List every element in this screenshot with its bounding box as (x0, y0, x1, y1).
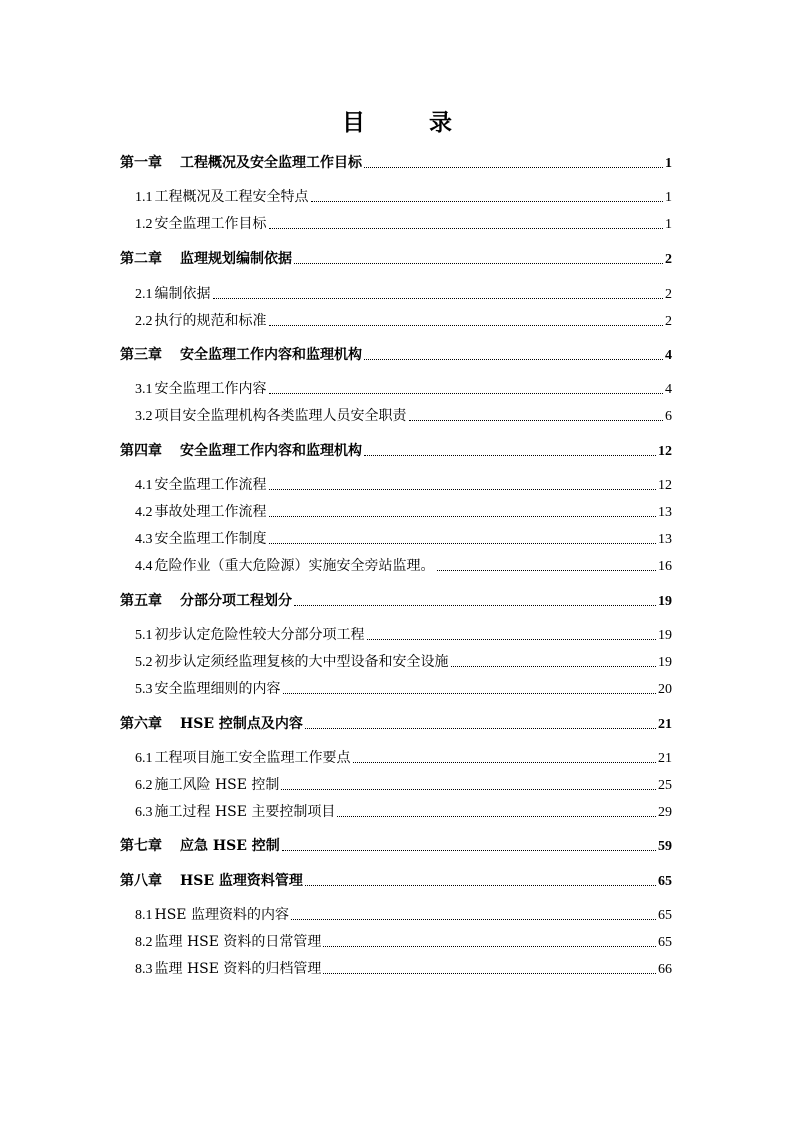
dot-leader (311, 200, 664, 202)
page-number: 2 (665, 252, 672, 267)
toc-section-entry[interactable] (135, 678, 672, 698)
dot-leader (281, 788, 656, 790)
toc-chapter-entry[interactable] (120, 344, 672, 364)
section-title: 安全监理工作流程 (154, 477, 267, 493)
chapter-number: 第七章 (120, 838, 162, 854)
page-number: 65 (658, 935, 672, 950)
chapter-number: 第六章 (120, 716, 162, 732)
dot-leader (437, 569, 657, 571)
section-number: 5.1 (135, 628, 153, 643)
section-title: 初步认定须经监理复核的大中型设备和安全设施 (154, 654, 449, 670)
dot-leader (409, 419, 664, 421)
toc-chapter-entry[interactable] (120, 835, 672, 855)
section-number: 1.1 (135, 190, 153, 205)
dot-leader (323, 972, 656, 974)
dot-leader (269, 324, 664, 326)
page-number: 29 (658, 805, 672, 820)
dot-leader (269, 488, 657, 490)
section-number: 2.2 (135, 314, 153, 329)
page-number: 19 (658, 594, 672, 609)
toc-section-entry[interactable] (135, 555, 672, 575)
chapter-title: 分部分项工程划分 (180, 593, 292, 609)
toc-section-entry[interactable] (135, 283, 672, 303)
chapter-title: HSE 监理资料管理 (180, 873, 303, 889)
section-number: 8.2 (135, 935, 153, 950)
dot-leader (353, 761, 657, 763)
dot-leader (291, 918, 656, 920)
section-number: 6.1 (135, 751, 153, 766)
chapter-number: 第一章 (120, 155, 162, 171)
toc-section-entry[interactable] (135, 528, 672, 548)
toc-section-entry[interactable] (135, 651, 672, 671)
toc-section-entry[interactable] (135, 774, 672, 794)
chapter-number: 第三章 (120, 347, 162, 363)
toc-chapter-entry[interactable] (120, 590, 672, 610)
page-number: 1 (665, 156, 672, 171)
dot-leader (294, 604, 656, 606)
page-number: 59 (658, 839, 672, 854)
section-number: 5.2 (135, 655, 153, 670)
section-title: 危险作业（重大危险源）实施安全旁站监理。 (154, 558, 435, 574)
dot-leader (305, 727, 656, 729)
toc-chapter-entry[interactable] (120, 248, 672, 268)
dot-leader (269, 392, 664, 394)
toc-section-entry[interactable] (135, 931, 672, 951)
chapter-title: HSE 控制点及内容 (180, 716, 303, 732)
toc-section-entry[interactable] (135, 904, 672, 924)
page-title: 目 录 (341, 109, 480, 136)
section-title: 施工过程 HSE 主要控制项目 (154, 804, 336, 820)
section-title: 工程项目施工安全监理工作要点 (154, 750, 351, 766)
page-number: 16 (658, 559, 672, 574)
section-number: 6.3 (135, 805, 153, 820)
page-number: 1 (665, 190, 672, 205)
page-number: 6 (665, 409, 672, 424)
section-number: 8.3 (135, 962, 153, 977)
page-number: 13 (658, 505, 672, 520)
chapter-title: 应急 HSE 控制 (180, 838, 280, 854)
toc-chapter-entry[interactable] (120, 152, 672, 172)
section-number: 3.2 (135, 409, 153, 424)
toc-chapter-entry[interactable] (120, 440, 672, 460)
section-number: 3.1 (135, 382, 153, 397)
page-number: 65 (658, 874, 672, 889)
section-number: 4.1 (135, 478, 153, 493)
dot-leader (294, 262, 663, 264)
dot-leader (269, 515, 657, 517)
section-title: 初步认定危险性较大分部分项工程 (154, 627, 365, 643)
toc-section-entry[interactable] (135, 801, 672, 821)
page-number: 2 (665, 314, 672, 329)
section-number: 8.1 (135, 908, 153, 923)
dot-leader (282, 849, 656, 851)
page-number: 4 (665, 348, 672, 363)
section-number: 2.1 (135, 287, 153, 302)
section-number: 4.2 (135, 505, 153, 520)
chapter-title: 安全监理工作内容和监理机构 (180, 347, 362, 363)
section-title: 工程概况及工程安全特点 (154, 189, 309, 205)
section-title: HSE 监理资料的内容 (154, 907, 289, 923)
page-number: 1 (665, 217, 672, 232)
page-number: 65 (658, 908, 672, 923)
section-number: 4.4 (135, 559, 153, 574)
chapter-title: 工程概况及安全监理工作目标 (180, 155, 362, 171)
toc-chapter-entry[interactable] (120, 713, 672, 733)
dot-leader (283, 692, 657, 694)
toc-section-entry[interactable] (135, 624, 672, 644)
chapter-number: 第二章 (120, 251, 162, 267)
section-title: 编制依据 (154, 286, 211, 302)
toc-section-entry[interactable] (135, 958, 672, 978)
section-title: 安全监理细则的内容 (154, 681, 281, 697)
page-number: 12 (658, 478, 672, 493)
dot-leader (337, 815, 656, 817)
dot-leader (367, 638, 657, 640)
toc-chapter-entry[interactable] (120, 870, 672, 890)
page-number: 21 (658, 717, 672, 732)
toc-section-entry[interactable] (135, 501, 672, 521)
dot-leader (269, 542, 657, 544)
toc-section-entry[interactable] (135, 213, 672, 233)
toc-section-entry[interactable] (135, 405, 672, 425)
section-title: 监理 HSE 资料的归档管理 (154, 961, 322, 977)
page-number: 19 (658, 655, 672, 670)
dot-leader (451, 665, 657, 667)
toc-section-entry[interactable] (135, 474, 672, 494)
page-number: 66 (658, 962, 672, 977)
section-title: 项目安全监理机构各类监理人员安全职责 (154, 408, 407, 424)
dot-leader (364, 454, 656, 456)
section-title: 执行的规范和标准 (154, 313, 267, 329)
dot-leader (364, 358, 663, 360)
section-title: 安全监理工作目标 (154, 216, 267, 232)
page-number: 12 (658, 444, 672, 459)
page-number: 19 (658, 628, 672, 643)
dot-leader (305, 884, 656, 886)
toc-section-entry[interactable] (135, 186, 672, 206)
chapter-title: 安全监理工作内容和监理机构 (180, 443, 362, 459)
section-number: 1.2 (135, 217, 153, 232)
toc-section-entry[interactable] (135, 310, 672, 330)
page-number: 20 (658, 682, 672, 697)
chapter-title: 监理规划编制依据 (180, 251, 292, 267)
section-number: 6.2 (135, 778, 153, 793)
section-title: 安全监理工作内容 (154, 381, 267, 397)
dot-leader (323, 945, 656, 947)
section-title: 安全监理工作制度 (154, 531, 267, 547)
page-number: 13 (658, 532, 672, 547)
dot-leader (213, 297, 664, 299)
chapter-number: 第五章 (120, 593, 162, 609)
page-number: 25 (658, 778, 672, 793)
dot-leader (269, 227, 664, 229)
page-number: 4 (665, 382, 672, 397)
section-number: 5.3 (135, 682, 153, 697)
toc-section-entry[interactable] (135, 378, 672, 398)
chapter-number: 第八章 (120, 873, 162, 889)
toc-section-entry[interactable] (135, 747, 672, 767)
section-title: 事故处理工作流程 (154, 504, 267, 520)
chapter-number: 第四章 (120, 443, 162, 459)
section-title: 监理 HSE 资料的日常管理 (154, 934, 322, 950)
dot-leader (364, 166, 663, 168)
page-number: 2 (665, 287, 672, 302)
section-title: 施工风险 HSE 控制 (154, 777, 280, 793)
page-number: 21 (658, 751, 672, 766)
section-number: 4.3 (135, 532, 153, 547)
